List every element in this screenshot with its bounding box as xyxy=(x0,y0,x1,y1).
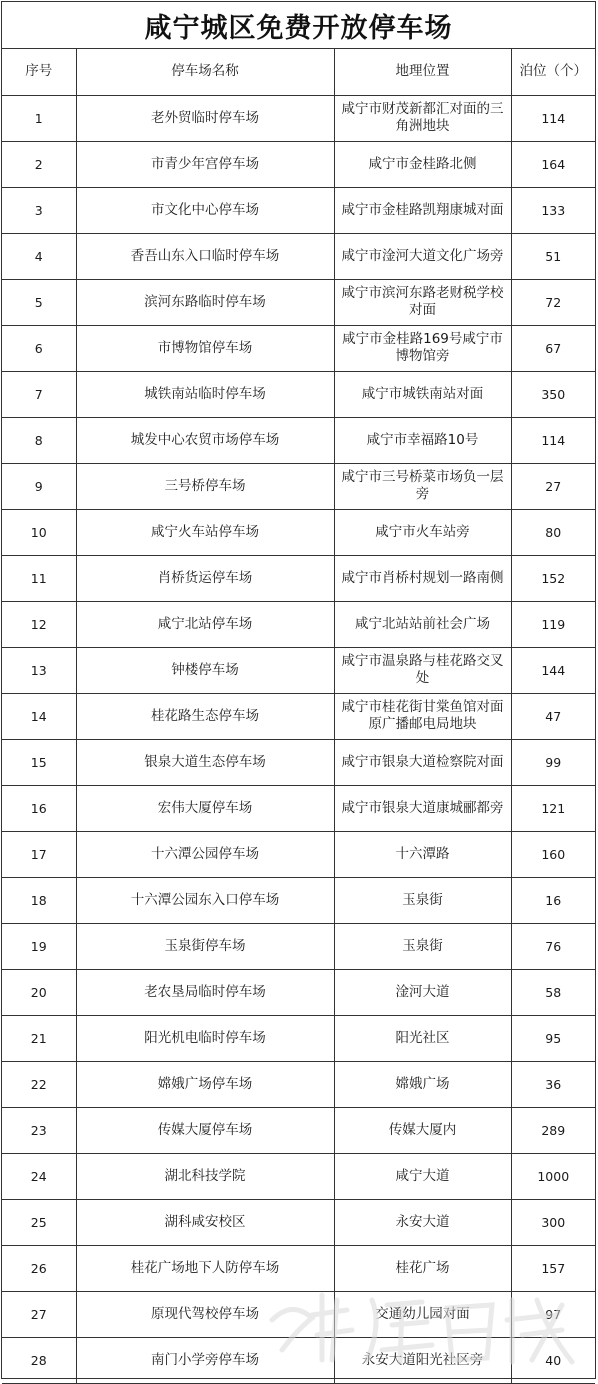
row-capacity: 36 xyxy=(511,1061,595,1107)
row-name: 十六潭公园东入口停车场 xyxy=(76,877,334,923)
row-capacity: 114 xyxy=(511,95,595,141)
row-location: 咸宁市金桂路北侧 xyxy=(334,141,511,187)
table-row xyxy=(2,923,595,969)
table-row xyxy=(2,509,595,555)
row-capacity: 99 xyxy=(511,739,595,785)
row-index: 11 xyxy=(2,555,76,601)
row-location: 永安大道 xyxy=(334,1199,511,1245)
row-capacity: 80 xyxy=(511,509,595,555)
row-index: 17 xyxy=(2,831,76,877)
row-name: 市青少年宫停车场 xyxy=(76,141,334,187)
header-location: 地理位置 xyxy=(334,49,511,95)
row-index: 2 xyxy=(2,141,76,187)
row-name: 南门小学旁停车场 xyxy=(76,1337,334,1383)
row-name: 咸宁北站停车场 xyxy=(76,601,334,647)
row-index: 6 xyxy=(2,325,76,371)
parking-table-sheet xyxy=(1,1,596,1379)
row-capacity: 58 xyxy=(511,969,595,1015)
row-capacity: 160 xyxy=(511,831,595,877)
row-capacity: 97 xyxy=(511,1291,595,1337)
row-name: 城铁南站临时停车场 xyxy=(76,371,334,417)
row-location: 咸宁市温泉路与桂花路交叉处 xyxy=(334,647,511,693)
row-capacity: 133 xyxy=(511,187,595,233)
row-location: 桂花广场 xyxy=(334,1245,511,1291)
table-row xyxy=(2,95,595,141)
row-location: 嫦娥广场 xyxy=(334,1061,511,1107)
table-body xyxy=(2,95,595,1383)
table-row xyxy=(2,463,595,509)
row-name: 嫦娥广场停车场 xyxy=(76,1061,334,1107)
row-location: 咸宁市金桂路凯翔康城对面 xyxy=(334,187,511,233)
table-row xyxy=(2,1153,595,1199)
row-name: 肖桥货运停车场 xyxy=(76,555,334,601)
row-name: 玉泉街停车场 xyxy=(76,923,334,969)
page-title: 咸宁城区免费开放停车场 xyxy=(2,2,595,49)
row-location: 阳光社区 xyxy=(334,1015,511,1061)
row-index: 14 xyxy=(2,693,76,739)
row-index: 23 xyxy=(2,1107,76,1153)
row-location: 传媒大厦内 xyxy=(334,1107,511,1153)
row-name: 阳光机电临时停车场 xyxy=(76,1015,334,1061)
row-name: 老外贸临时停车场 xyxy=(76,95,334,141)
row-index: 26 xyxy=(2,1245,76,1291)
row-name: 桂花路生态停车场 xyxy=(76,693,334,739)
header-index: 序号 xyxy=(2,49,76,95)
row-capacity: 350 xyxy=(511,371,595,417)
row-location: 交通幼儿园对面 xyxy=(334,1291,511,1337)
row-name: 钟楼停车场 xyxy=(76,647,334,693)
row-name: 三号桥停车场 xyxy=(76,463,334,509)
table-row xyxy=(2,1291,595,1337)
row-name: 传媒大厦停车场 xyxy=(76,1107,334,1153)
row-location: 咸宁市城铁南站对面 xyxy=(334,371,511,417)
row-name: 银泉大道生态停车场 xyxy=(76,739,334,785)
row-name: 城发中心农贸市场停车场 xyxy=(76,417,334,463)
table-row xyxy=(2,279,595,325)
row-location: 咸宁北站站前社会广场 xyxy=(334,601,511,647)
row-index: 22 xyxy=(2,1061,76,1107)
row-capacity: 289 xyxy=(511,1107,595,1153)
row-capacity: 119 xyxy=(511,601,595,647)
row-index: 27 xyxy=(2,1291,76,1337)
row-capacity: 95 xyxy=(511,1015,595,1061)
row-index: 4 xyxy=(2,233,76,279)
row-capacity: 152 xyxy=(511,555,595,601)
row-index: 25 xyxy=(2,1199,76,1245)
header-capacity: 泊位（个） xyxy=(511,49,595,95)
row-location: 咸宁大道 xyxy=(334,1153,511,1199)
row-location: 玉泉街 xyxy=(334,877,511,923)
row-location: 咸宁市肖桥村规划一路南侧 xyxy=(334,555,511,601)
table-row xyxy=(2,1337,595,1383)
row-index: 13 xyxy=(2,647,76,693)
row-name: 宏伟大厦停车场 xyxy=(76,785,334,831)
table-row xyxy=(2,877,595,923)
table-row xyxy=(2,969,595,1015)
row-name: 湖科咸安校区 xyxy=(76,1199,334,1245)
table-row xyxy=(2,555,595,601)
row-capacity: 40 xyxy=(511,1337,595,1383)
table-row xyxy=(2,785,595,831)
row-name: 香吾山东入口临时停车场 xyxy=(76,233,334,279)
row-location: 咸宁市财茂新都汇对面的三角洲地块 xyxy=(334,95,511,141)
table-row xyxy=(2,739,595,785)
row-index: 8 xyxy=(2,417,76,463)
row-capacity: 1000 xyxy=(511,1153,595,1199)
row-location: 咸宁市银泉大道康城郦都旁 xyxy=(334,785,511,831)
row-capacity: 144 xyxy=(511,647,595,693)
table-row xyxy=(2,187,595,233)
table-row xyxy=(2,693,595,739)
row-location: 咸宁市银泉大道检察院对面 xyxy=(334,739,511,785)
row-capacity: 157 xyxy=(511,1245,595,1291)
row-name: 原现代驾校停车场 xyxy=(76,1291,334,1337)
row-capacity: 121 xyxy=(511,785,595,831)
row-index: 12 xyxy=(2,601,76,647)
row-name: 咸宁火车站停车场 xyxy=(76,509,334,555)
row-capacity: 27 xyxy=(511,463,595,509)
row-capacity: 51 xyxy=(511,233,595,279)
row-location: 咸宁市金桂路169号咸宁市博物馆旁 xyxy=(334,325,511,371)
row-index: 18 xyxy=(2,877,76,923)
table-row xyxy=(2,141,595,187)
row-name: 十六潭公园停车场 xyxy=(76,831,334,877)
row-location: 咸宁市桂花街甘棠鱼馆对面原广播邮电局地块 xyxy=(334,693,511,739)
row-location: 玉泉街 xyxy=(334,923,511,969)
row-capacity: 16 xyxy=(511,877,595,923)
table-row xyxy=(2,371,595,417)
row-name: 滨河东路临时停车场 xyxy=(76,279,334,325)
table-row xyxy=(2,233,595,279)
row-index: 28 xyxy=(2,1337,76,1383)
row-capacity: 114 xyxy=(511,417,595,463)
table-row xyxy=(2,325,595,371)
row-capacity: 300 xyxy=(511,1199,595,1245)
table-row xyxy=(2,1061,595,1107)
row-location: 咸宁市三号桥菜市场负一层旁 xyxy=(334,463,511,509)
row-name: 市博物馆停车场 xyxy=(76,325,334,371)
table-row xyxy=(2,831,595,877)
header-name: 停车场名称 xyxy=(76,49,334,95)
row-index: 5 xyxy=(2,279,76,325)
row-location: 咸宁市淦河大道文化广场旁 xyxy=(334,233,511,279)
row-capacity: 76 xyxy=(511,923,595,969)
row-index: 3 xyxy=(2,187,76,233)
table-header-row xyxy=(2,49,595,95)
row-capacity: 72 xyxy=(511,279,595,325)
row-index: 24 xyxy=(2,1153,76,1199)
table-row xyxy=(2,647,595,693)
table-row xyxy=(2,417,595,463)
row-index: 7 xyxy=(2,371,76,417)
row-index: 10 xyxy=(2,509,76,555)
row-index: 16 xyxy=(2,785,76,831)
row-index: 9 xyxy=(2,463,76,509)
row-capacity: 47 xyxy=(511,693,595,739)
row-index: 19 xyxy=(2,923,76,969)
row-location: 咸宁市滨河东路老财税学校对面 xyxy=(334,279,511,325)
table-row xyxy=(2,1015,595,1061)
row-index: 20 xyxy=(2,969,76,1015)
row-name: 桂花广场地下人防停车场 xyxy=(76,1245,334,1291)
table-row xyxy=(2,1199,595,1245)
row-index: 21 xyxy=(2,1015,76,1061)
row-capacity: 164 xyxy=(511,141,595,187)
row-name: 老农垦局临时停车场 xyxy=(76,969,334,1015)
row-capacity: 67 xyxy=(511,325,595,371)
row-index: 1 xyxy=(2,95,76,141)
row-name: 湖北科技学院 xyxy=(76,1153,334,1199)
table-row xyxy=(2,601,595,647)
row-location: 咸宁市火车站旁 xyxy=(334,509,511,555)
parking-table xyxy=(2,49,595,1384)
row-location: 淦河大道 xyxy=(334,969,511,1015)
row-location: 永安大道阳光社区旁 xyxy=(334,1337,511,1383)
row-location: 咸宁市幸福路10号 xyxy=(334,417,511,463)
row-location: 十六潭路 xyxy=(334,831,511,877)
table-row xyxy=(2,1245,595,1291)
row-name: 市文化中心停车场 xyxy=(76,187,334,233)
table-row xyxy=(2,1107,595,1153)
row-index: 15 xyxy=(2,739,76,785)
